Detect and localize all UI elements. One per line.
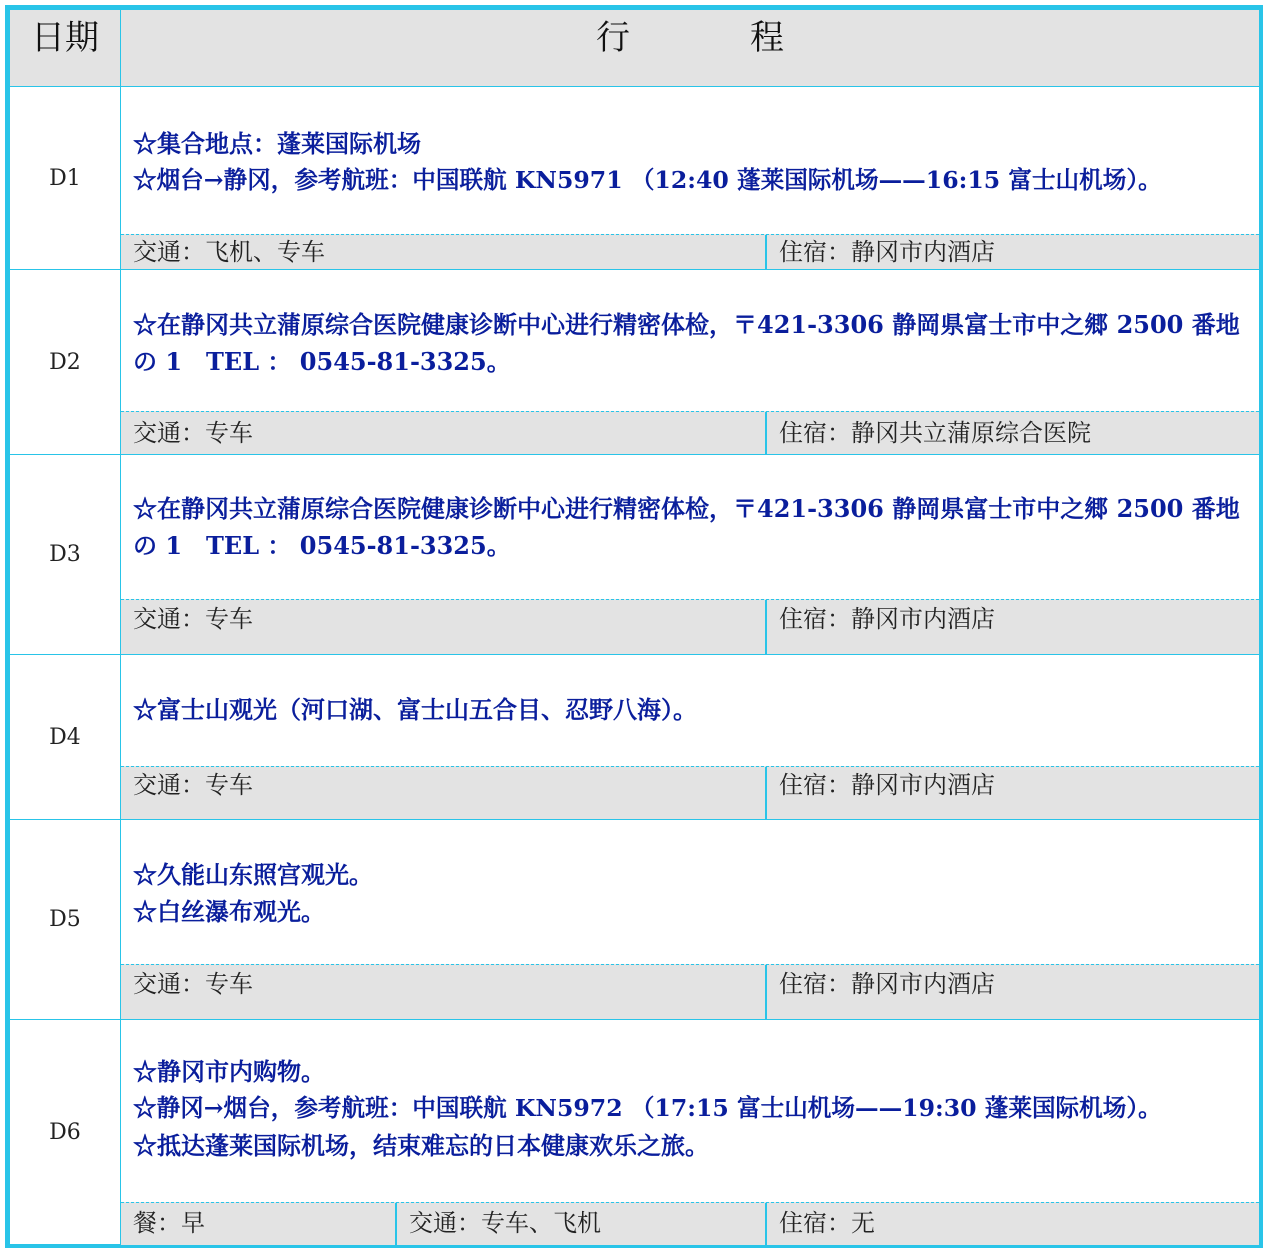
plan-line: ☆烟台→静冈，参考航班：中国联航 KN5971 （12:40 蓬莱国际机场——16:15 富士山机场）。: [133, 166, 1162, 194]
day-label: D6: [10, 1020, 121, 1246]
plan-line: ☆集合地点：蓬莱国际机场: [133, 129, 421, 158]
day-row-d1: [10, 87, 1260, 270]
transport-text: 交通：飞机、专车: [133, 238, 325, 266]
transport-text: 交通：专车、飞机: [395, 1203, 765, 1245]
day-row-d2: [10, 270, 1260, 455]
day-info-bar: [121, 1202, 1259, 1245]
day-plan-cell: [121, 820, 1260, 1020]
lodging-text: 住宿：静冈市内酒店: [765, 767, 1259, 819]
plan-line: ☆白丝瀑布观光。: [133, 897, 325, 926]
day-label: D2: [10, 270, 121, 455]
day-label: D1: [10, 87, 121, 270]
transport-text: 交通：专车: [133, 771, 253, 799]
day-description: [121, 87, 1259, 234]
day-label: D5: [10, 820, 121, 1020]
lodging-text: 住宿：静冈共立蒲原综合医院: [765, 412, 1259, 454]
plan-line: ☆静冈市内购物。: [133, 1057, 325, 1086]
day-description: [121, 270, 1259, 411]
transport-text: 交通：专车: [133, 419, 253, 447]
lodging-text: 住宿：静冈市内酒店: [765, 235, 1259, 269]
itinerary-table: [9, 9, 1260, 1246]
day-plan-cell: [121, 1020, 1260, 1246]
transport-text: 交通：专车: [133, 605, 253, 633]
table-header-row: [10, 10, 1260, 87]
day-row-d4: [10, 655, 1260, 820]
day-info-bar: [121, 599, 1259, 654]
day-plan-cell: [121, 455, 1260, 655]
day-plan-cell: [121, 270, 1260, 455]
plan-line: ☆久能山东照宫观光。: [133, 860, 373, 889]
plan-line: ☆富士山观光（河口湖、富士山五合目、忍野八海）。: [133, 695, 697, 724]
day-info-bar: [121, 964, 1259, 1019]
day-description: [121, 820, 1259, 964]
plan-line: ☆抵达蓬莱国际机场，结束难忘的日本健康欢乐之旅。: [133, 1131, 709, 1160]
plan-line: ☆在静冈共立蒲原综合医院健康诊断中心进行精密体检，〒421-3306 静岡県富士市中之郷 2500 番地の 1 TEL ： 0545-81-3325。: [133, 310, 1240, 376]
plan-line: ☆静冈→烟台，参考航班：中国联航 KN5972 （17:15 富士山机场——19:30 蓬莱国际机场）。: [133, 1094, 1162, 1122]
day-label: D3: [10, 455, 121, 655]
day-description: [121, 455, 1259, 599]
day-info-bar: [121, 234, 1259, 269]
day-row-d6: [10, 1020, 1260, 1246]
plan-line: ☆在静冈共立蒲原综合医院健康诊断中心进行精密体检，〒421-3306 静岡県富士市中之郷 2500 番地の 1 TEL ： 0545-81-3325。: [133, 494, 1240, 560]
day-info-bar: [121, 411, 1259, 454]
itinerary-frame: [5, 5, 1263, 1248]
lodging-text: 住宿：无: [765, 1203, 1259, 1245]
day-label: D4: [10, 655, 121, 820]
day-description: [121, 655, 1259, 766]
day-info-bar: [121, 766, 1259, 819]
day-row-d5: [10, 820, 1260, 1020]
meal-text: 餐：早: [133, 1209, 205, 1237]
transport-text: 交通：专车: [133, 970, 253, 998]
header-date: 日期: [10, 10, 121, 87]
day-plan-cell: [121, 655, 1260, 820]
lodging-text: 住宿：静冈市内酒店: [765, 600, 1259, 654]
day-description: [121, 1020, 1259, 1202]
day-row-d3: [10, 455, 1260, 655]
header-plan: 行程: [121, 10, 1260, 87]
day-plan-cell: [121, 87, 1260, 270]
lodging-text: 住宿：静冈市内酒店: [765, 965, 1259, 1019]
